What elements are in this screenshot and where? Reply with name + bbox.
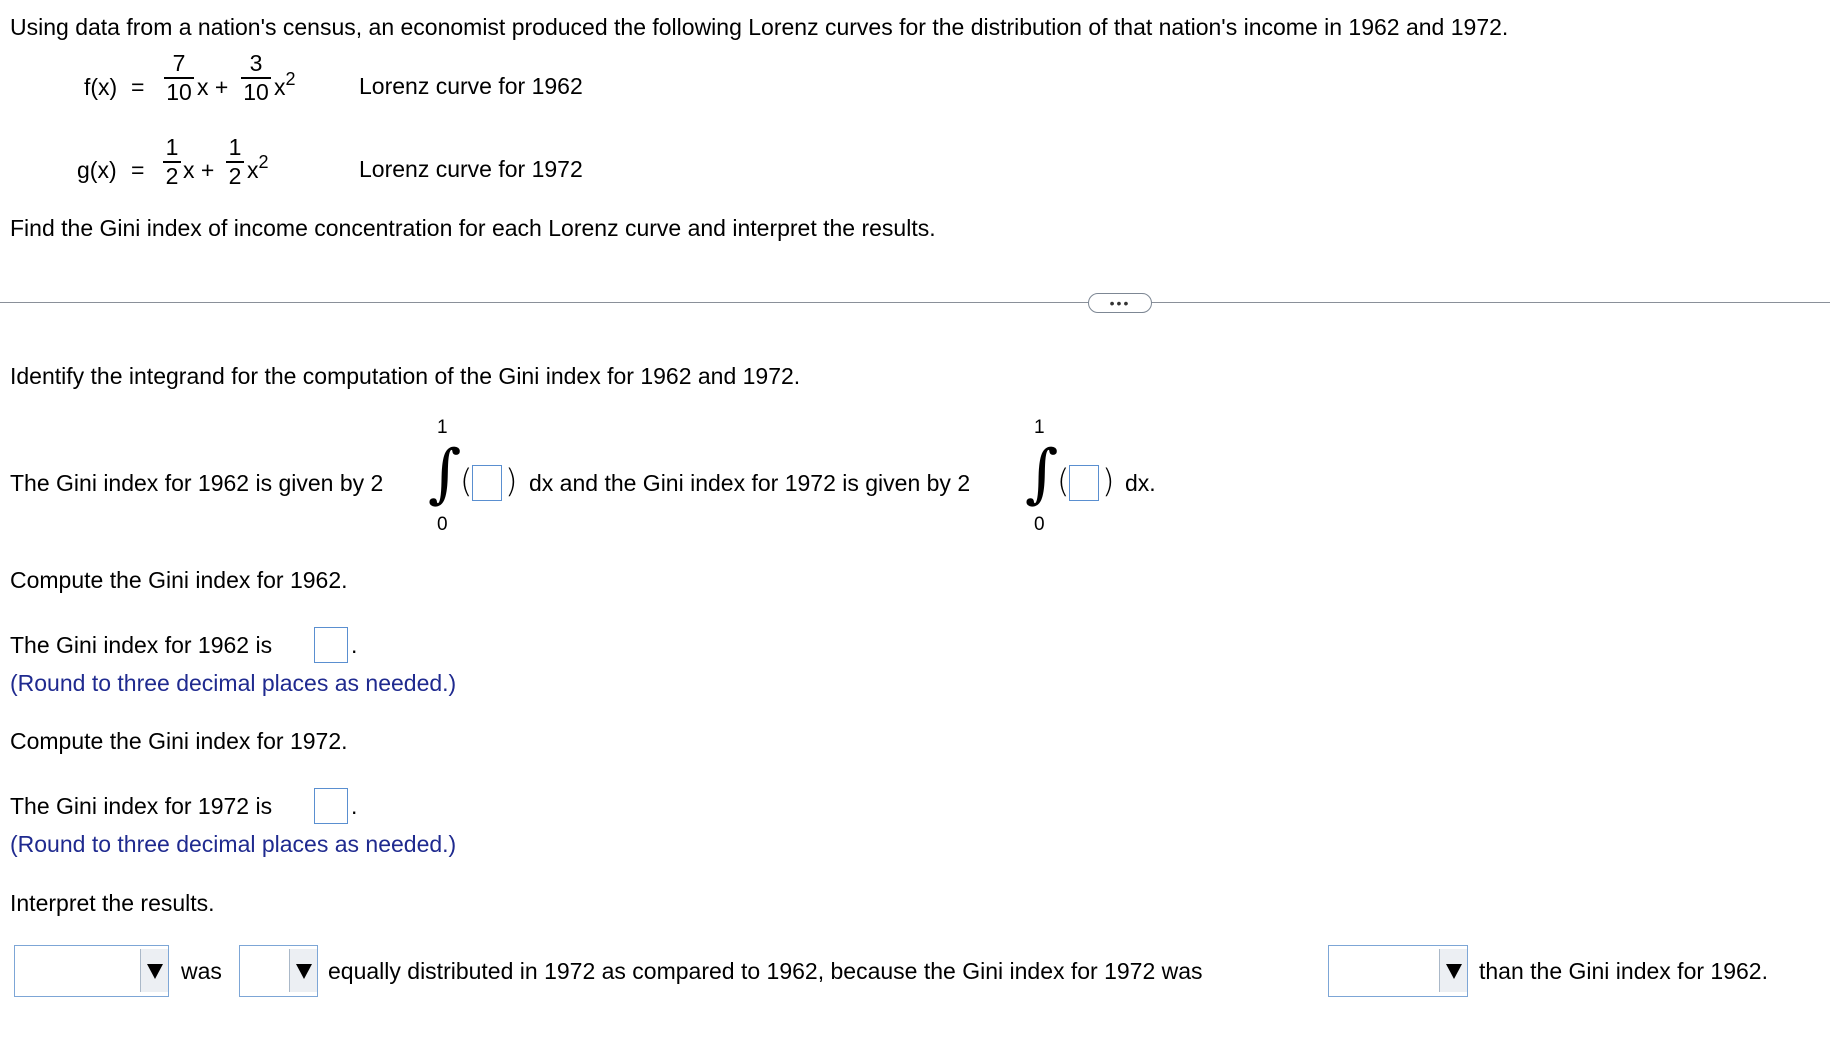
integral-2-upper-limit: 1 bbox=[1034, 417, 1045, 438]
integral-1-close-paren: ) bbox=[505, 462, 518, 500]
part2-hint: (Round to three decimal places as needed.) bbox=[10, 670, 457, 696]
g-function-label: g(x) bbox=[77, 157, 117, 183]
g-fraction-1 bbox=[163, 134, 181, 189]
part3-period: . bbox=[351, 793, 358, 819]
gini-1972-input[interactable] bbox=[314, 788, 348, 824]
integral-1-lower-limit: 0 bbox=[437, 514, 448, 535]
g-fraction-2-numerator: 1 bbox=[228, 134, 242, 160]
part1-heading: Identify the integrand for the computation of the Gini index for 1962 and 1972. bbox=[10, 363, 801, 389]
part4-word-was: was bbox=[181, 958, 222, 984]
f-term-2 bbox=[274, 69, 296, 103]
integral-1-open-paren: ( bbox=[460, 462, 473, 500]
g-fraction-1-denominator: 2 bbox=[165, 163, 179, 189]
part2-heading: Compute the Gini index for 1962. bbox=[10, 567, 348, 593]
g-exponent: 2 bbox=[258, 152, 269, 172]
part2-answer-label: The Gini index for 1962 is bbox=[10, 632, 273, 658]
g-fraction-1-numerator: 1 bbox=[165, 134, 179, 160]
f-fraction-2-denominator: 10 bbox=[243, 79, 269, 105]
integral-2-lower-limit: 0 bbox=[1034, 514, 1045, 535]
g-x-squared-base: x bbox=[247, 157, 259, 183]
g-fraction-2-denominator: 2 bbox=[228, 163, 242, 189]
f-caption: Lorenz curve for 1962 bbox=[359, 73, 583, 99]
f-term-1: x + bbox=[197, 74, 229, 100]
gini-1962-input[interactable] bbox=[314, 627, 348, 663]
f-fraction-2-numerator: 3 bbox=[249, 50, 263, 76]
f-function-label: f(x) bbox=[84, 74, 118, 100]
part3-answer-label: The Gini index for 1972 is bbox=[10, 793, 273, 819]
g-term-1: x + bbox=[183, 157, 215, 183]
integral-2-sign: ∫ bbox=[1025, 437, 1059, 511]
integrand-1972-input[interactable] bbox=[1069, 465, 1099, 501]
part1-text-c: dx. bbox=[1125, 470, 1156, 496]
g-term-2 bbox=[247, 152, 269, 186]
part4-middle-text: equally distributed in 1972 as compared to 1962, because the Gini index for 1972 was bbox=[328, 958, 1203, 984]
part4-heading: Interpret the results. bbox=[10, 890, 215, 916]
interpretation-dropdown-2[interactable] bbox=[239, 945, 318, 997]
dropdown-arrow-icon[interactable] bbox=[289, 949, 317, 992]
interpretation-dropdown-3[interactable] bbox=[1328, 945, 1468, 997]
f-x-squared-base: x bbox=[274, 74, 286, 100]
g-equals: = bbox=[131, 157, 145, 183]
f-equals: = bbox=[131, 74, 145, 100]
f-fraction-1-numerator: 7 bbox=[172, 50, 186, 76]
section-divider bbox=[0, 302, 1830, 303]
f-exponent: 2 bbox=[285, 69, 296, 89]
integral-1-sign: ∫ bbox=[428, 437, 462, 511]
dropdown-arrow-icon[interactable] bbox=[140, 949, 168, 992]
f-fraction-2 bbox=[241, 50, 271, 105]
part3-heading: Compute the Gini index for 1972. bbox=[10, 728, 348, 754]
f-fraction-1 bbox=[164, 50, 194, 105]
question-task: Find the Gini index of income concentration for each Lorenz curve and interpret the results. bbox=[10, 215, 936, 241]
f-fraction-1-denominator: 10 bbox=[166, 79, 192, 105]
part2-period: . bbox=[351, 632, 358, 658]
interpretation-dropdown-1[interactable] bbox=[14, 945, 169, 997]
integral-2-close-paren: ) bbox=[1102, 462, 1115, 500]
more-options-button[interactable]: ••• bbox=[1088, 293, 1152, 313]
g-caption: Lorenz curve for 1972 bbox=[359, 156, 583, 182]
part4-end-text: than the Gini index for 1962. bbox=[1479, 958, 1768, 984]
integral-1-upper-limit: 1 bbox=[437, 417, 448, 438]
dropdown-arrow-icon[interactable] bbox=[1439, 949, 1467, 992]
g-fraction-2 bbox=[226, 134, 244, 189]
integrand-1962-input[interactable] bbox=[472, 465, 502, 501]
part1-text-b: dx and the Gini index for 1972 is given by 2 bbox=[529, 470, 971, 496]
integral-2-open-paren: ( bbox=[1057, 462, 1070, 500]
question-intro: Using data from a nation's census, an economist produced the following Lorenz curves for the distribution of that nation's income in 1962 and 1972. bbox=[10, 14, 1509, 40]
part1-text-a: The Gini index for 1962 is given by 2 bbox=[10, 470, 384, 496]
part3-hint: (Round to three decimal places as needed.) bbox=[10, 831, 457, 857]
